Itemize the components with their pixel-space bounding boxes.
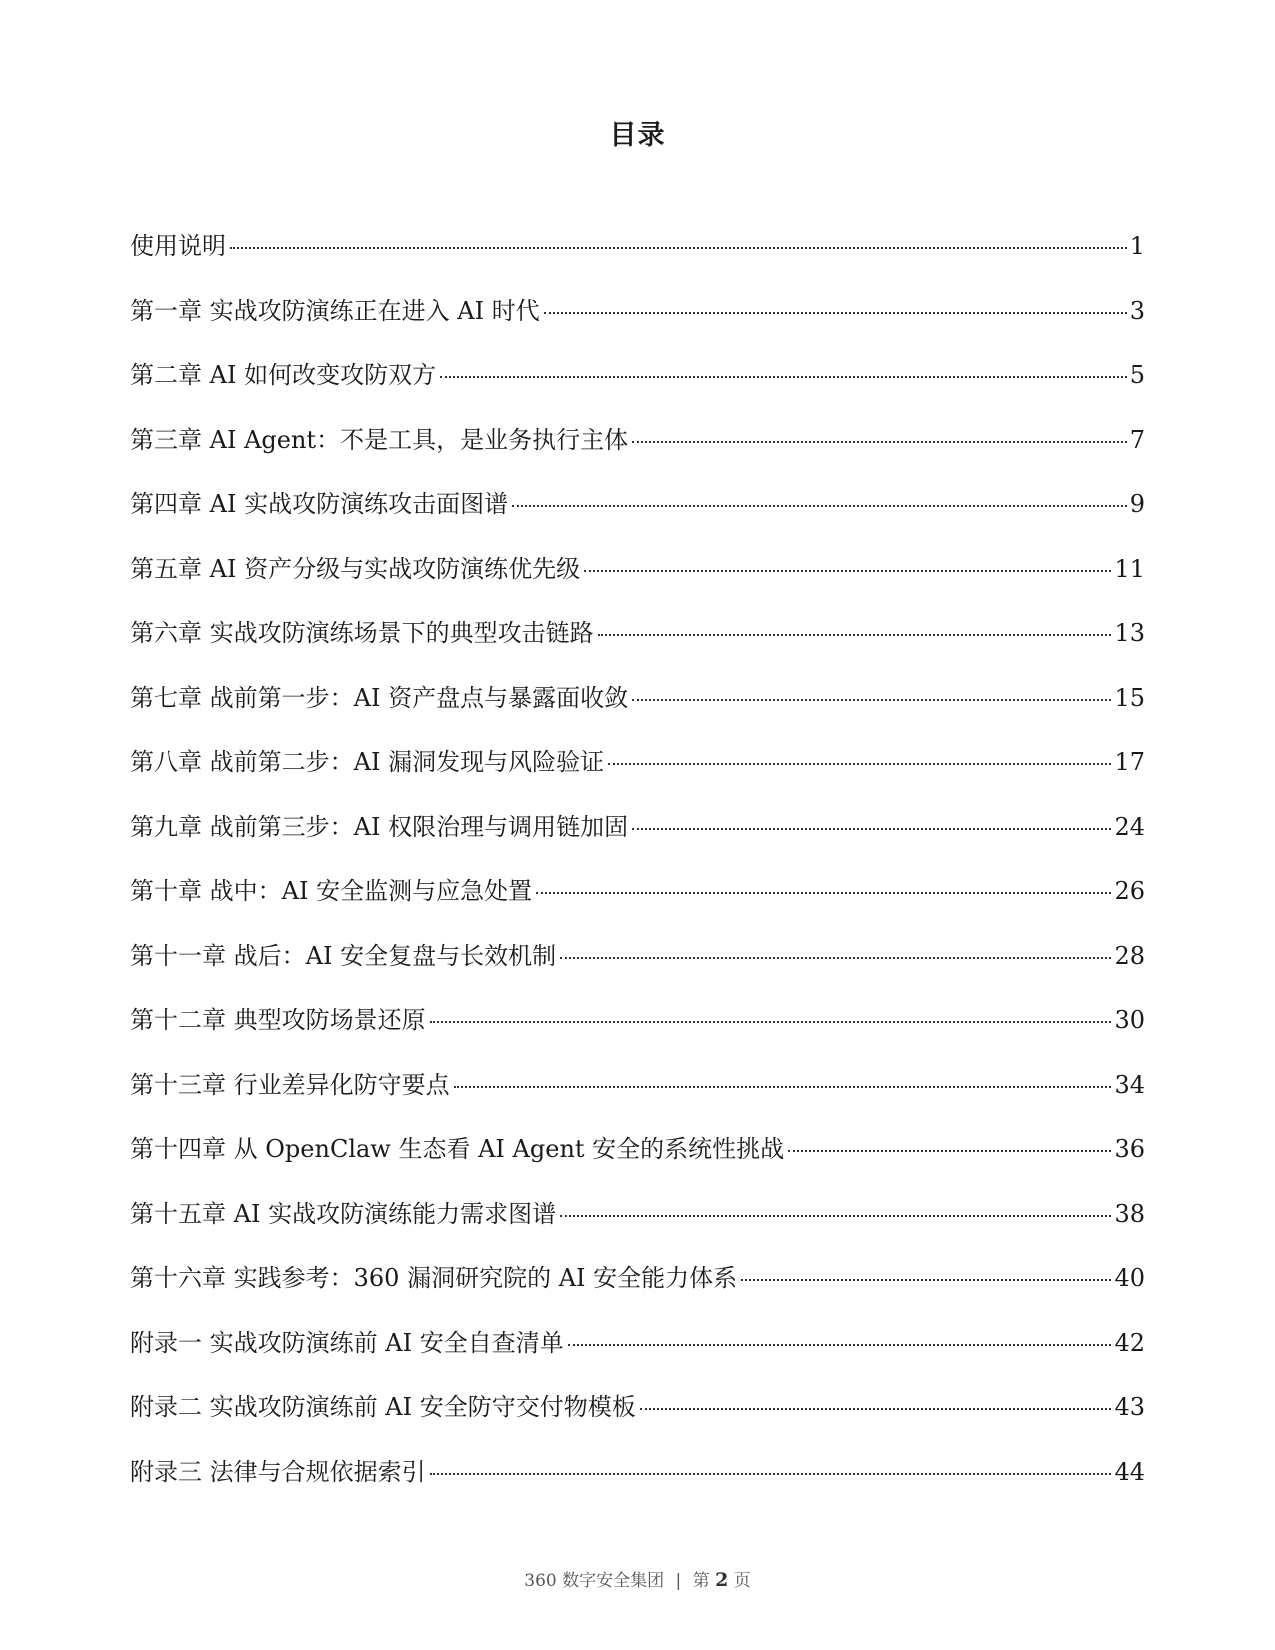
- toc-entry[interactable]: [130, 551, 1145, 616]
- toc-entry-label: 第三章 AI Agent：不是工具，是业务执行主体: [130, 425, 629, 454]
- toc-entry[interactable]: [130, 357, 1145, 422]
- toc-dot-leader: [536, 892, 1111, 894]
- toc-entry-page: 5: [1129, 361, 1145, 389]
- toc-dot-leader: [454, 1086, 1112, 1088]
- toc-entry-page: 7: [1129, 425, 1145, 454]
- toc-entry[interactable]: [130, 938, 1145, 1003]
- footer-separator: |: [675, 1571, 682, 1591]
- toc-entry-label: 第一章 实战攻防演练正在进入 AI 时代: [130, 296, 540, 325]
- toc-entry-label: 附录一 实战攻防演练前 AI 安全自查清单: [130, 1328, 564, 1357]
- toc-entry-page: 3: [1129, 296, 1145, 325]
- toc-entry[interactable]: [130, 615, 1145, 680]
- toc-entry-label: 第十二章 典型攻防场景还原: [130, 1006, 426, 1034]
- toc-entry[interactable]: [130, 1131, 1145, 1196]
- footer-org: 360 数字安全集团: [524, 1571, 665, 1591]
- toc-entry-label: 第十五章 AI 实战攻防演练能力需求图谱: [130, 1199, 557, 1228]
- toc-entry-page: 44: [1114, 1457, 1145, 1486]
- toc-entry-label: 第六章 实战攻防演练场景下的典型攻击链路: [130, 619, 594, 647]
- toc-entry-page: 24: [1114, 812, 1145, 841]
- toc-dot-leader: [544, 312, 1127, 314]
- page-title: 目录: [609, 120, 666, 151]
- toc-entry-page: 13: [1114, 619, 1145, 647]
- table-of-contents: [130, 228, 1145, 1518]
- toc-entry-label: 第十三章 行业差异化防守要点: [130, 1070, 450, 1099]
- toc-dot-leader: [741, 1279, 1111, 1281]
- toc-dot-leader: [568, 1344, 1112, 1346]
- toc-entry-label: 第十一章 战后：AI 安全复盘与长效机制: [130, 941, 557, 970]
- toc-entry[interactable]: [130, 873, 1145, 938]
- toc-entry[interactable]: [130, 422, 1145, 487]
- toc-dot-leader: [640, 1408, 1112, 1410]
- toc-dot-leader: [230, 247, 1127, 249]
- toc-entry-label: 第四章 AI 实战攻防演练攻击面图谱: [130, 490, 509, 518]
- toc-entry-page: 40: [1114, 1264, 1145, 1292]
- toc-entry-label: 第十四章 从 OpenClaw 生态看 AI Agent 安全的系统性挑战: [130, 1135, 785, 1163]
- toc-dot-leader: [632, 828, 1111, 830]
- toc-entry-label: 第五章 AI 资产分级与实战攻防演练优先级: [130, 554, 581, 583]
- toc-entry-page: 1: [1129, 232, 1145, 260]
- footer-page-number: 2: [715, 1569, 729, 1591]
- toc-entry-label: 第二章 AI 如何改变攻防双方: [130, 361, 437, 389]
- toc-dot-leader: [584, 570, 1111, 572]
- toc-dot-leader: [632, 699, 1111, 701]
- toc-entry[interactable]: [130, 1196, 1145, 1261]
- toc-entry-page: 17: [1114, 748, 1145, 776]
- toc-entry-page: 43: [1114, 1393, 1145, 1421]
- toc-entry[interactable]: [130, 1002, 1145, 1067]
- toc-entry[interactable]: [130, 1389, 1145, 1454]
- toc-entry[interactable]: [130, 228, 1145, 293]
- toc-entry-label: 第十六章 实践参考：360 漏洞研究院的 AI 安全能力体系: [130, 1264, 738, 1292]
- toc-entry-label: 第八章 战前第二步：AI 漏洞发现与风险验证: [130, 748, 605, 776]
- toc-entry-label: 附录二 实战攻防演练前 AI 安全防守交付物模板: [130, 1393, 636, 1421]
- toc-dot-leader: [608, 763, 1111, 765]
- toc-entry[interactable]: [130, 1260, 1145, 1325]
- toc-entry-page: 26: [1114, 877, 1145, 905]
- page-footer: [0, 1568, 1275, 1593]
- toc-entry-label: 第七章 战前第一步：AI 资产盘点与暴露面收敛: [130, 683, 629, 712]
- toc-dot-leader: [788, 1150, 1111, 1152]
- toc-dot-leader: [560, 957, 1111, 959]
- toc-dot-leader: [440, 376, 1127, 378]
- toc-entry-page: 15: [1114, 683, 1145, 712]
- toc-dot-leader: [598, 634, 1112, 636]
- toc-entry[interactable]: [130, 486, 1145, 551]
- toc-entry-page: 28: [1114, 941, 1145, 970]
- toc-entry[interactable]: [130, 1067, 1145, 1132]
- toc-entry-page: 36: [1114, 1135, 1145, 1163]
- toc-entry-label: 第十章 战中：AI 安全监测与应急处置: [130, 877, 533, 905]
- toc-entry[interactable]: [130, 680, 1145, 745]
- toc-entry-label: 附录三 法律与合规依据索引: [130, 1457, 426, 1486]
- toc-entry[interactable]: [130, 293, 1145, 358]
- footer-page-suffix: 页: [733, 1571, 751, 1591]
- toc-entry-label: 使用说明: [130, 232, 226, 260]
- toc-entry-page: 42: [1114, 1328, 1145, 1357]
- toc-dot-leader: [430, 1473, 1112, 1475]
- toc-entry-label: 第九章 战前第三步：AI 权限治理与调用链加固: [130, 812, 629, 841]
- toc-entry[interactable]: [130, 809, 1145, 874]
- toc-entry[interactable]: [130, 744, 1145, 809]
- toc-entry-page: 34: [1114, 1070, 1145, 1099]
- toc-entry[interactable]: [130, 1325, 1145, 1390]
- toc-entry-page: 30: [1114, 1006, 1145, 1034]
- toc-dot-leader: [430, 1021, 1112, 1023]
- toc-dot-leader: [512, 505, 1127, 507]
- toc-entry-page: 9: [1129, 490, 1145, 518]
- toc-entry[interactable]: [130, 1454, 1145, 1519]
- toc-dot-leader: [632, 441, 1127, 443]
- toc-entry-page: 11: [1114, 554, 1145, 583]
- toc-entry-page: 38: [1114, 1199, 1145, 1228]
- toc-dot-leader: [560, 1215, 1111, 1217]
- footer-page-prefix: 第: [692, 1571, 710, 1591]
